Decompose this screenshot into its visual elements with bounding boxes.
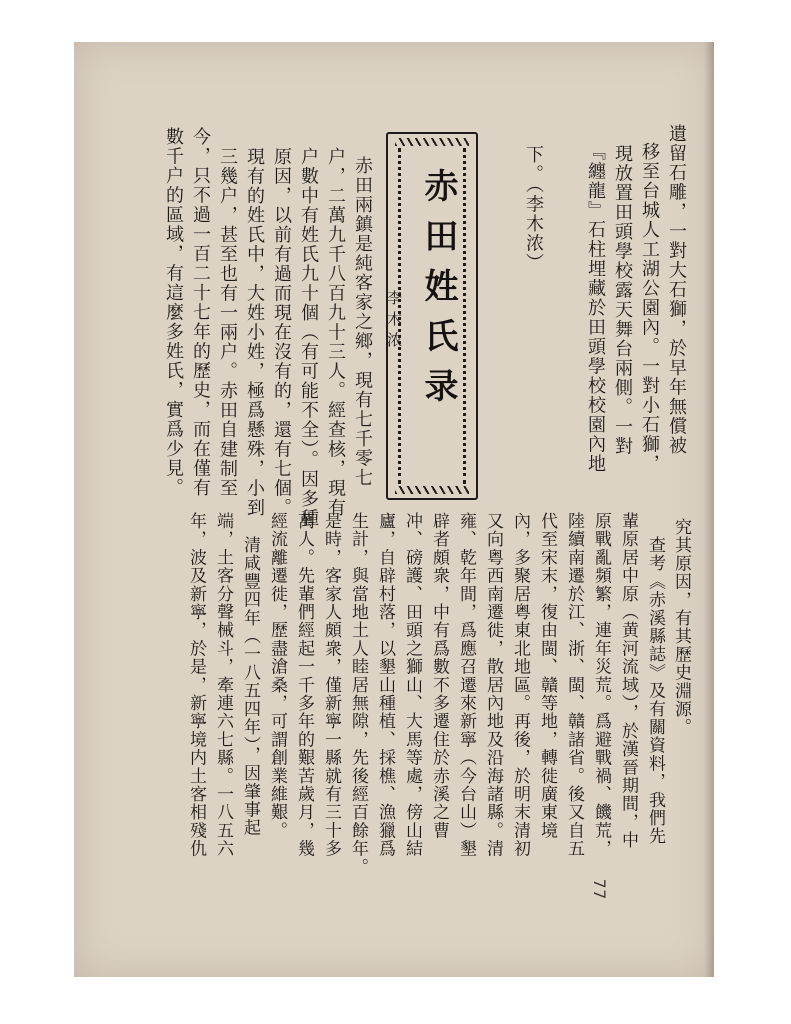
text-column: 遺留石雕，一對大石獅，於早年無償被 (666, 124, 687, 456)
text-column: 又向粤西南遷徙，散居內地及沿海諸縣。清 (483, 512, 503, 858)
text-column: 內，多聚居粤東北地區。再後，於明末清初 (510, 512, 530, 858)
text-column: 三幾户，甚至也有一兩户。赤田自建制至 (217, 147, 238, 498)
document-page (74, 42, 714, 977)
text-column: 究其原因，有其歷史淵源。 (671, 518, 691, 737)
text-column: 赤田兩鎮是純客家之鄉，現有七千零七 (352, 156, 373, 488)
text-column: 下。（李木浓） (523, 145, 544, 273)
text-column: 雍、乾年間，爲應召遷來新寧（今台山）墾 (456, 512, 476, 858)
text-column: 數千户的區域，有這麼多姓氏，實爲少見。 (163, 127, 184, 498)
text-column: 今，只不過一百二十七年的歷史，而在僅有 (190, 127, 211, 498)
text-column: 户數中有姓氏九十個（有可能不全）。因多種 (298, 147, 319, 528)
text-column: 年，波及新寧，於是，新寧境内土客相殘仇 (186, 512, 206, 858)
text-column: 輩原居中原（黄河流域），於漢晉期間，中 (618, 512, 638, 850)
text-column: 原戰亂頻繁，連年災荒。爲避戰禍、饑荒， (591, 512, 611, 858)
text-column: 端，土客分聲械斗，牽連六七縣。一八五六 (213, 512, 233, 858)
text-column: 『纏龍』石柱埋藏於田頭學校校園內地 (585, 142, 606, 474)
text-column: 原因，以前有過而現在沒有的，還有七個。 (271, 147, 292, 518)
text-column: 經流離遷徙，歷盡滄桑，可謂創業維艱。 (267, 512, 287, 840)
page-number: 77 (590, 878, 610, 901)
text-column: 查考《赤溪縣誌》及有關資料，我們先 (645, 536, 665, 846)
text-column: 萬人。先輩們經起一千多年的艱苦歲月，幾 (294, 512, 314, 858)
text-column: 生計，與當地土人睦居無隙，先後經百餘年。 (348, 512, 368, 876)
text-column: 冲、磅護、田頭之獅山、大馬等處，傍山結 (402, 512, 422, 858)
text-column: 清咸豐四年（一八五四年），因肇事起 (240, 536, 260, 837)
text-column: 移至台城人工湖公園內。一對小石獅， (639, 142, 660, 474)
text-column: 現有的姓氏中，大姓小姓，極爲懸殊，小到 (244, 147, 265, 518)
article-author: 李木浓 (385, 290, 403, 353)
article-title: 赤田姓氏录 (418, 168, 458, 418)
text-column: 户，二萬九千八百九十三人。經查核，現有 (325, 147, 346, 518)
text-column: 陸續南遷於江、浙、閩、贛諸省。後又自五 (564, 512, 584, 858)
text-column: 廬，自辟村落，以墾山種植、採樵、漁獵爲 (375, 512, 395, 858)
text-column: 代至宋末，復由閩、贛等地，轉徙廣東境 (537, 512, 557, 840)
text-column: 現放置田頭學校露天舞台兩側。一對 (612, 144, 633, 456)
text-column: 辟者頗衆，中有爲數不多遷住於赤溪之曹 (429, 512, 449, 840)
text-column: 是時，客家人頗衆，僅新寧一縣就有三十多 (321, 512, 341, 858)
